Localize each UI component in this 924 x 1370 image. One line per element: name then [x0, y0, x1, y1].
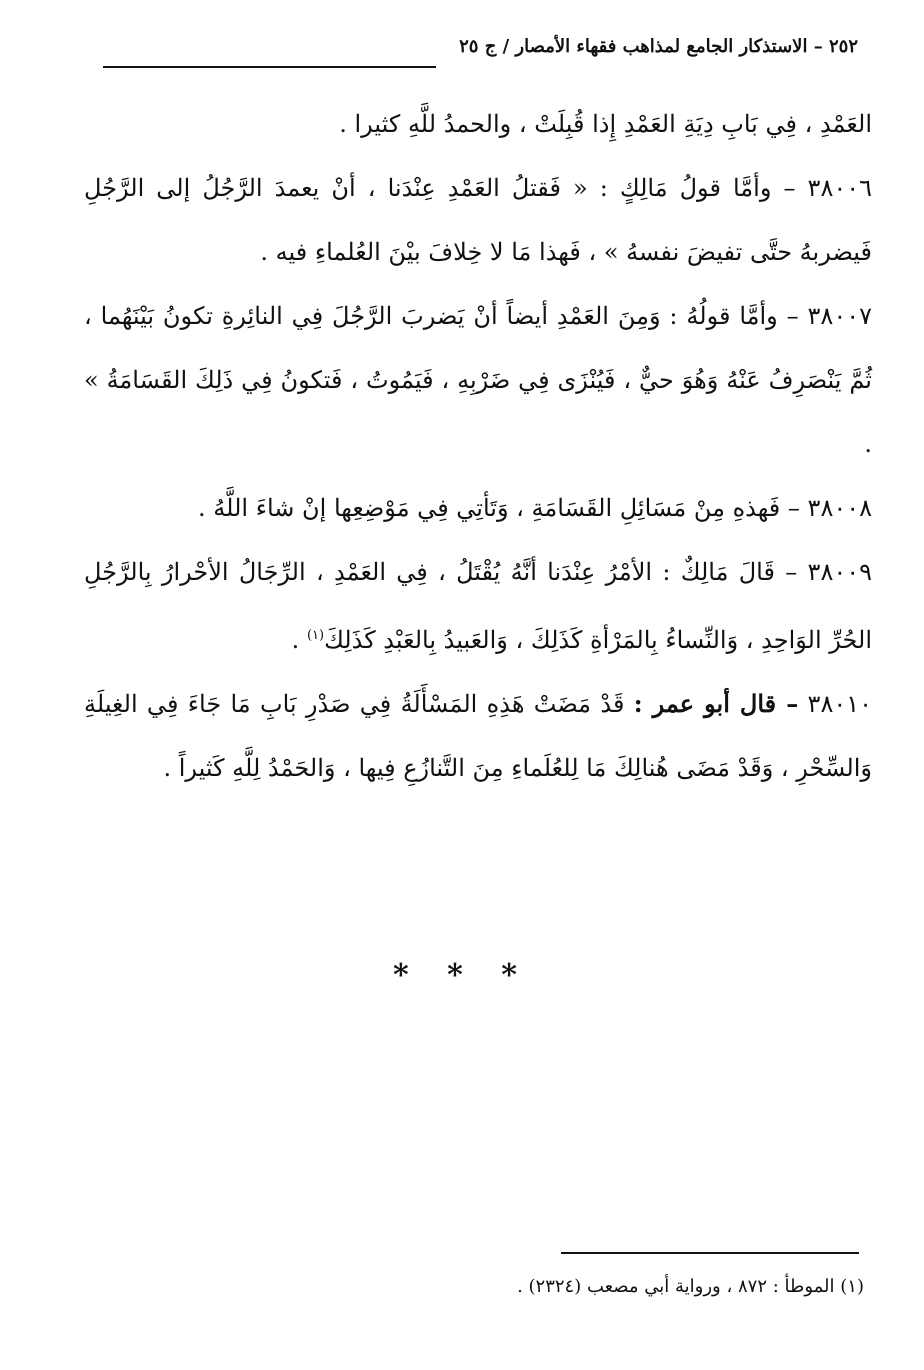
paragraph-continuation [84, 92, 872, 156]
paragraph-38010 [84, 672, 872, 800]
running-header: ٢٥٢ – الاستذكار الجامع لمذاهب فقهاء الأمصار / ج ٢٥ [459, 36, 858, 57]
paragraph-lead: – قال أبو عمر : [633, 689, 799, 718]
paragraph-number: ٣٨٠٠٧ [807, 302, 872, 330]
paragraph-38007 [84, 284, 872, 476]
body-text [84, 92, 872, 800]
paragraph-number: ٣٨٠٠٦ [807, 174, 872, 202]
paragraph-38008 [84, 476, 872, 540]
paragraph-text: العَمْدِ ، فِي بَابِ دِيَةِ العَمْدِ إِذا قُبِلَتْ ، والحمدُ للَّهِ كثيرا . [339, 110, 872, 138]
section-separator: * * * [393, 958, 531, 993]
paragraph-text: – فَهذهِ مِنْ مَسَائِلِ القَسَامَةِ ، وَتَأتِي فِي مَوْضِعِها إنْ شاءَ اللَّهُ . [198, 494, 800, 522]
paragraph-text: قَدْ مَضَتْ هَذِهِ المَسْأَلَةُ فِي صَدْرِ بَابِ مَا جَاءَ فِي الغِيلَةِ وَالسِّحْرِ ، وَقَدْ مَضَى هُنالِكَ مَا لِلعُلَماءِ مِنَ التَّنازُعِ فِيها ، وَالحَمْدُ لِلَّهِ كَثيراً . [84, 690, 872, 782]
footnote-reference[interactable]: (١) [306, 628, 325, 643]
footnote: (١) الموطأ : ٨٧٢ ، ورواية أبي مصعب (٢٣٢٤) . [517, 1276, 864, 1297]
paragraph-38009 [84, 540, 872, 672]
paragraph-text: – وأمَّا قولُهُ : وَمِنَ العَمْدِ أيضاً أنْ يَضربَ الرَّجُلَ فِي النائِرةِ تكونُ بَيْنَهُما ، ثُمَّ يَنْصَرِفُ عَنْهُ وَهُوَ حيٌّ ، فَيُنْزَى فِي ضَرْبِهِ ، فَيَمُوتُ ، فَتكونُ فِي ذَلِكَ القَسَامَةُ » . [84, 302, 872, 458]
paragraph-tail: . [291, 626, 307, 654]
paragraph-number: ٣٨٠١٠ [807, 690, 872, 718]
footnote-rule [561, 1252, 859, 1254]
paragraph-38006 [84, 156, 872, 284]
paragraph-number: ٣٨٠٠٨ [807, 494, 872, 522]
paragraph-number: ٣٨٠٠٩ [807, 558, 872, 586]
header-rule [103, 66, 436, 68]
paragraph-text: – قَالَ مَالِكٌ : الأمْرُ عِنْدَنا أنَّهُ يُقْتَلُ ، فِي العَمْدِ ، الرِّجَالُ الأحْرارُ بِالرَّجُلِ الحُرِّ الوَاحِدِ ، وَالنِّساءُ بِالمَرْأةِ كَذَلِكَ ، وَالعَبيدُ بِالعَبْدِ كَذَلِكَ [84, 558, 872, 654]
paragraph-text: – وأمَّا قولُ مَالِكٍ : « فَقتلُ العَمْدِ عِنْدَنا ، أنْ يعمدَ الرَّجُلُ إلى الرَّجُلِ فَيضربهُ حتَّى تفيضَ نفسهُ » ، فَهذا مَا لا خِلافَ بيْنَ العُلماءِ فيه . [84, 174, 872, 266]
